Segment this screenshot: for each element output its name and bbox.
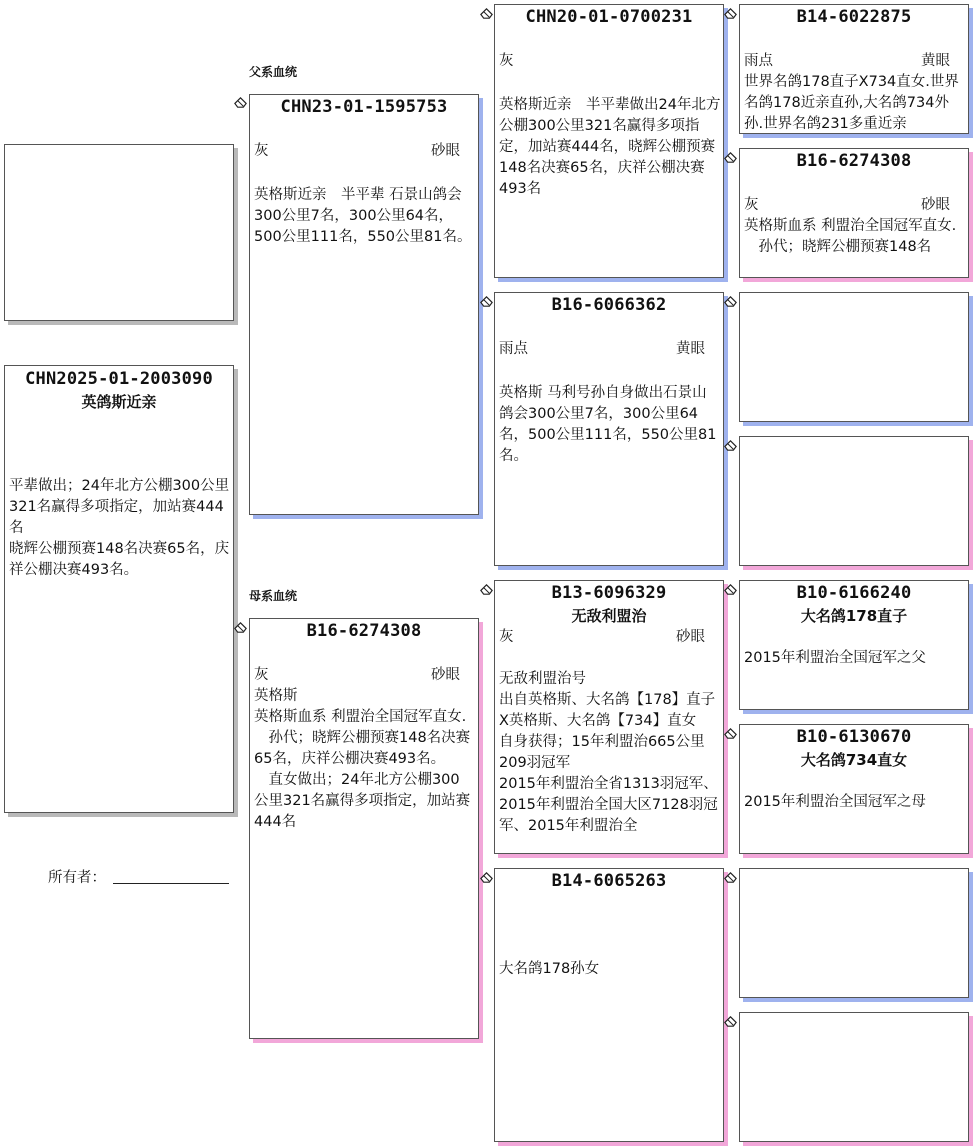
subject-ring-number: CHN2025-01-2003090 — [25, 369, 213, 389]
subject-card[interactable] — [4, 365, 234, 813]
dam-ring-number: B16-6274308 — [306, 621, 422, 641]
owner-label: 所有者： — [48, 870, 106, 886]
sire-ring-number: CHN23-01-1595753 — [280, 97, 448, 117]
dam-color: 灰 — [254, 667, 269, 683]
edit-hand-icon[interactable] — [723, 6, 738, 21]
dam-sire-dam-card[interactable] — [739, 724, 969, 854]
dam-sire-name: 无敌利盟治 — [571, 607, 647, 625]
sire-dam-ring-number: B16-6066362 — [551, 295, 667, 315]
sire-dam-eye: 黄眼 — [676, 341, 705, 357]
sire-color: 灰 — [254, 143, 269, 159]
edit-hand-icon[interactable] — [723, 582, 738, 597]
ssd-eye: 砂眼 — [921, 197, 950, 213]
dsd-name: 大名鸽734直女 — [800, 751, 908, 769]
edit-hand-icon[interactable] — [233, 95, 248, 110]
dam-eye: 砂眼 — [431, 667, 460, 683]
sire-card[interactable] — [249, 94, 479, 515]
sire-sire-color: 灰 — [499, 53, 514, 69]
dam-dam-card[interactable] — [494, 868, 724, 1142]
dam-dam-sire-card[interactable] — [739, 868, 969, 998]
sire-notes: 英格斯近亲 半平辈 石景山鸽会300公里7名，300公里64名，500公里111名，550公里81名。 — [254, 187, 472, 245]
dam-sire-color: 灰 — [499, 629, 514, 645]
edit-hand-icon[interactable] — [723, 150, 738, 165]
edit-hand-icon[interactable] — [479, 582, 494, 597]
dam-sire-ring-number: B13-6096329 — [551, 583, 667, 603]
dam-sire-notes: 无敌利盟治号 出自英格斯、大名鸽【178】直子X英格斯、大名鸽【734】直女 自身获得；15年利盟治665公里209羽冠军 2015年利盟治全省1313羽冠军、2015年利盟治全国大区7128羽冠军、2015年利盟治全 — [499, 671, 718, 834]
edit-hand-icon[interactable] — [479, 870, 494, 885]
sire-dam-dam-card[interactable] — [739, 436, 969, 566]
sire-dam-sire-card[interactable] — [739, 292, 969, 422]
dam-sire-sire-card[interactable] — [739, 580, 969, 710]
paternal-section-label: 父系血统 — [249, 65, 298, 79]
dam-dam-dam-card[interactable] — [739, 1012, 969, 1142]
dsd-ring-number: B10-6130670 — [796, 727, 912, 747]
dam-notes: 英格斯 英格斯血系 利盟治全国冠军直女. 孙代；晓辉公棚预赛148名决赛65名，庆祥公棚决赛493名。 直女做出；24年北方公棚300公里321名赢得多项指定，加站赛444名 — [254, 688, 471, 830]
subject-name: 英鸽斯近亲 — [81, 393, 157, 411]
sire-sire-notes: 英格斯近亲 半平辈做出24年北方公棚300公里321名赢得多项指定，加站赛444名，晓辉公棚预赛148名决赛65名，庆祥公棚决赛493名 — [499, 97, 721, 197]
dss-name: 大名鸽178直子 — [800, 607, 908, 625]
dam-dam-notes: 大名鸽178孙女 — [499, 961, 600, 977]
edit-hand-icon[interactable] — [479, 6, 494, 21]
sire-eye: 砂眼 — [431, 143, 460, 159]
sss-notes: 世界名鸽178直子X734直女.世界名鸽178近亲直孙,大名鸽734外孙.世界名鸽231多重近亲 — [744, 74, 959, 132]
maternal-section-label: 母系血统 — [249, 589, 298, 603]
ssd-ring-number: B16-6274308 — [796, 151, 912, 171]
sire-dam-color: 雨点 — [499, 341, 528, 357]
pigeon-photo-frame[interactable] — [4, 144, 234, 321]
dss-notes: 2015年利盟治全国冠军之父 — [744, 650, 926, 666]
sire-sire-ring-number: CHN20-01-0700231 — [525, 7, 693, 27]
dam-dam-ring-number: B14-6065263 — [551, 871, 667, 891]
edit-hand-icon[interactable] — [723, 870, 738, 885]
ssd-notes: 英格斯血系 利盟治全国冠军直女. 孙代；晓辉公棚预赛148名 — [744, 218, 957, 255]
ssd-color: 灰 — [744, 197, 759, 213]
sire-dam-notes: 英格斯 马利号孙自身做出石景山鸽会300公里7名，300公里64名，500公里111名，550公里81名。 — [499, 385, 717, 464]
sss-ring-number: B14-6022875 — [796, 7, 912, 27]
edit-hand-icon[interactable] — [479, 294, 494, 309]
edit-hand-icon[interactable] — [723, 726, 738, 741]
dam-sire-eye: 砂眼 — [676, 629, 705, 645]
sire-sire-card[interactable] — [494, 4, 724, 278]
sire-sire-dam-card[interactable] — [739, 148, 969, 278]
edit-hand-icon[interactable] — [723, 1014, 738, 1029]
sss-color: 雨点 — [744, 53, 773, 69]
edit-hand-icon[interactable] — [723, 438, 738, 453]
sire-dam-card[interactable] — [494, 292, 724, 566]
dsd-notes: 2015年利盟治全国冠军之母 — [744, 794, 926, 810]
dss-ring-number: B10-6166240 — [796, 583, 912, 603]
sss-eye: 黄眼 — [921, 53, 950, 69]
edit-hand-icon[interactable] — [723, 294, 738, 309]
dam-sire-card[interactable] — [494, 580, 724, 854]
dam-card[interactable] — [249, 618, 479, 1039]
sire-sire-sire-card[interactable] — [739, 4, 969, 134]
owner-line[interactable] — [113, 883, 229, 884]
subject-notes: 平辈做出；24年北方公棚300公里321名赢得多项指定，加站赛444名 晓辉公棚预赛148名决赛65名，庆祥公棚决赛493名。 — [9, 478, 230, 578]
edit-hand-icon[interactable] — [233, 620, 248, 635]
